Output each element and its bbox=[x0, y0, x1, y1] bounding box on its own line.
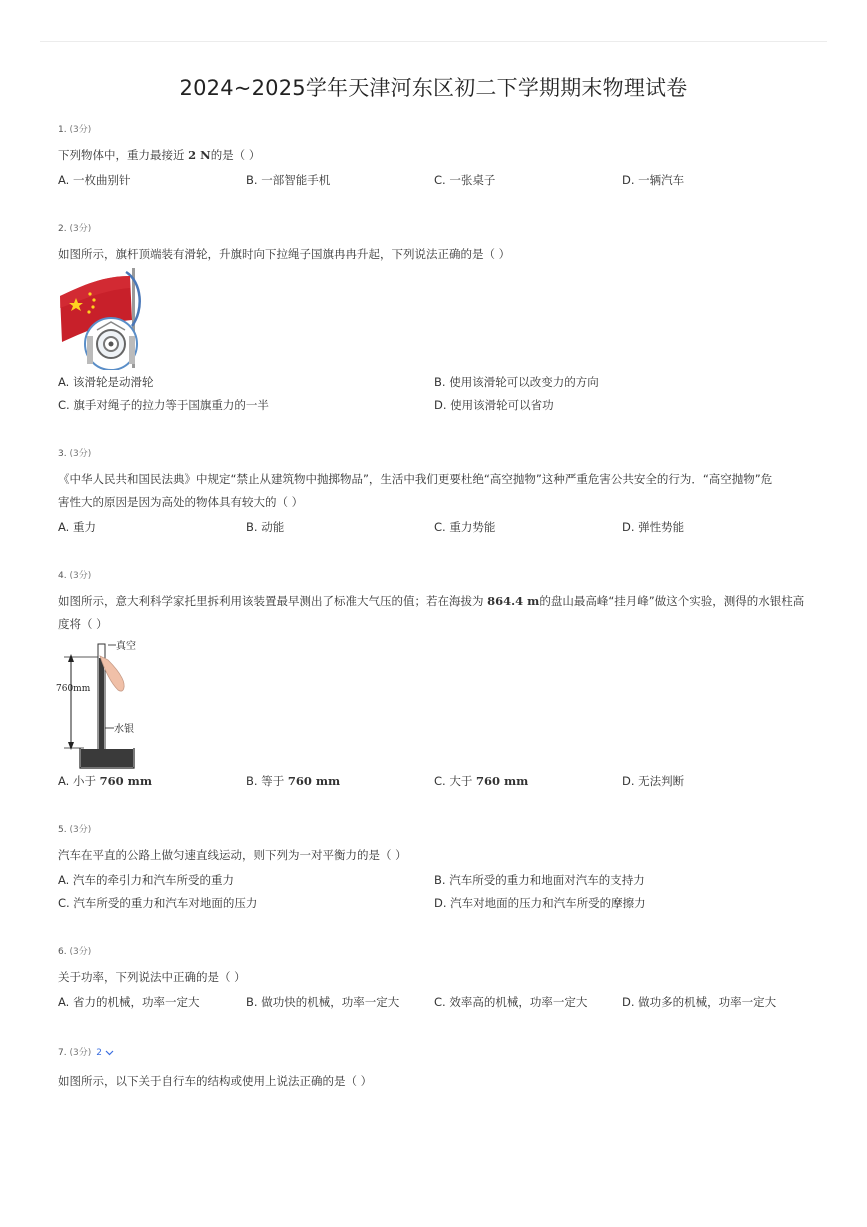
chevron-down-icon bbox=[105, 1050, 114, 1056]
top-divider bbox=[40, 41, 827, 42]
question-4-stem: 如图所示，意大利科学家托里拆利用该装置最早测出了标准大气压的值；若在海拔为 864.4 m的盘山最高峰“挂月峰”做这个实验，测得的水银柱高 度将（ ） bbox=[58, 594, 805, 631]
question-7-header: 7. (3分) 2 bbox=[58, 1045, 114, 1058]
question-3-option-d[interactable]: D. 弹性势能 bbox=[622, 520, 685, 534]
question-6-option-b[interactable]: B. 做功快的机械，功率一定大 bbox=[246, 995, 400, 1009]
question-5-header: 5. (3分) bbox=[58, 825, 92, 835]
question-5-stem: 汽车在平直的公路上做匀速直线运动，则下列为一对平衡力的是（ ） bbox=[58, 848, 407, 862]
question-6-option-a[interactable]: A. 省力的机械，功率一定大 bbox=[58, 995, 200, 1009]
question-2-stem: 如图所示，旗杆顶端装有滑轮，升旗时向下拉绳子国旗冉冉升起，下列说法正确的是（ ） bbox=[58, 247, 511, 261]
question-1-option-b[interactable]: B. 一部智能手机 bbox=[246, 173, 331, 187]
question-3-option-a[interactable]: A. 重力 bbox=[58, 520, 96, 534]
version-selector[interactable]: 2 bbox=[96, 1048, 114, 1058]
question-4-option-b[interactable]: B. 等于 760 mm bbox=[246, 774, 341, 788]
question-1-stem: 下列物体中，重力最接近 2 N的是（ ） bbox=[58, 148, 261, 162]
question-3-option-c[interactable]: C. 重力势能 bbox=[434, 520, 496, 534]
question-1-option-a[interactable]: A. 一枚曲别针 bbox=[58, 173, 131, 187]
page-title: 2024~2025学年天津河东区初二下学期期末物理试卷 bbox=[179, 76, 688, 100]
question-3-option-b[interactable]: B. 动能 bbox=[246, 520, 285, 534]
mercury-label: 水银 bbox=[114, 724, 134, 735]
question-4-header: 4. (3分) bbox=[58, 571, 92, 581]
question-3-stem: 《中华人民共和国民法典》中规定“禁止从建筑物中抛掷物品”，生活中我们更要杜绝“高空抛物”这种严重危害公共安全的行为．“高空抛物”危 害性大的原因是因为高处的物体具有较大的（ ） bbox=[58, 472, 773, 509]
question-2-option-a[interactable]: A. 该滑轮是动滑轮 bbox=[58, 375, 154, 389]
torricelli-figure bbox=[56, 636, 142, 770]
question-5-option-c[interactable]: C. 汽车所受的重力和汽车对地面的压力 bbox=[58, 896, 258, 910]
question-4-option-a[interactable]: A. 小于 760 mm bbox=[58, 774, 152, 788]
flag-pulley-figure bbox=[56, 266, 146, 370]
question-6-option-d[interactable]: D. 做功多的机械，功率一定大 bbox=[622, 995, 777, 1009]
question-2-option-c[interactable]: C. 旗手对绳子的拉力等于国旗重力的一半 bbox=[58, 398, 269, 412]
question-4-option-d[interactable]: D. 无法判断 bbox=[622, 774, 685, 788]
question-5-option-a[interactable]: A. 汽车的牵引力和汽车所受的重力 bbox=[58, 873, 234, 887]
height-760mm-label: 760mm bbox=[56, 684, 91, 694]
question-1-option-c[interactable]: C. 一张桌子 bbox=[434, 173, 496, 187]
question-5-option-d[interactable]: D. 汽车对地面的压力和汽车所受的摩擦力 bbox=[434, 896, 646, 910]
question-4-option-c[interactable]: C. 大于 760 mm bbox=[434, 774, 529, 788]
vacuum-label: 真空 bbox=[116, 641, 136, 652]
question-1-option-d[interactable]: D. 一辆汽车 bbox=[622, 173, 685, 187]
question-3-header: 3. (3分) bbox=[58, 449, 92, 459]
question-1-header: 1. (3分) bbox=[58, 125, 92, 135]
question-2-option-d[interactable]: D. 使用该滑轮可以省功 bbox=[434, 398, 554, 412]
question-6-header: 6. (3分) bbox=[58, 947, 92, 957]
question-2-header: 2. (3分) bbox=[58, 224, 92, 234]
question-7-stem: 如图所示，以下关于自行车的结构或使用上说法正确的是（ ） bbox=[58, 1074, 373, 1088]
question-6-option-c[interactable]: C. 效率高的机械，功率一定大 bbox=[434, 995, 588, 1009]
question-2-option-b[interactable]: B. 使用该滑轮可以改变力的方向 bbox=[434, 375, 599, 389]
question-6-stem: 关于功率，下列说法中正确的是（ ） bbox=[58, 970, 246, 984]
question-5-option-b[interactable]: B. 汽车所受的重力和地面对汽车的支持力 bbox=[434, 873, 645, 887]
